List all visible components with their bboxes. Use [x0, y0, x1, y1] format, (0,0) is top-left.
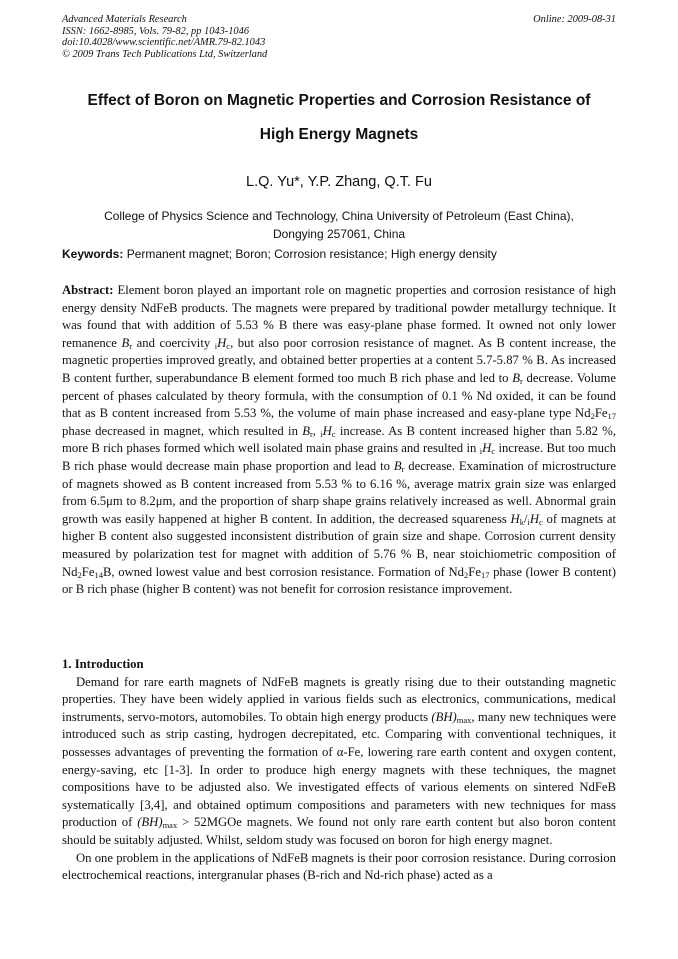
keywords-label: Keywords: [62, 247, 124, 261]
online-date: Online: 2009-08-31 [533, 14, 616, 25]
paper-title-line-2: High Energy Magnets [259, 126, 419, 143]
journal-header [62, 14, 267, 60]
issn-line: ISSN: 1662-8985, Vols. 79-82, pp 1043-1046 [62, 25, 250, 37]
abstract: Abstract: Element boron played an important role on magnetic properties and corrosion resistance of high energy density NdFeB products. The magnets were prepared by traditional powder metallurgy technique. It was found that with addition of 5.53 % B there was easy-plane phase formed. It owned not only lower remanence $B_r$ and coercivity $_iH_c$, but also poor corrosion resistance of magnet. As B content increase, the magnetic properties improved greatly, and obtained better properties at a content 5.7-5.87 % B. As increased B content further, superabundance B element formed too much B rich phase and led to $B_r$ decrease. Volume percent of phases calculated by theory formula, with the consumption of 0.1 % Nd oxided, it can be found that as B content increased from 5.53 %, the volume of main phase increased and easy-plane type $Nd_2Fe_{17}$ phase decreased in magnet, which resulted in $B_r$, $_iH_c$ increase. As B content increased higher than 5.82 %, more B rich phases formed which well isolated main phase grains and resulted in $_iH_c$ increase. But too much B rich phase would decrease main phase proportion and lead to $B_r$ decrease. Examination of microstructure of magnets showed as B content increased from 5.53 % to 6.16 %, average matrix grain size was enlarged from 6.5μm to 8.2μm, and the proportion of sharp shape grains relatively increased as well. Abnormal grain growth was easily happened at higher B content. In addition, the decreased squareness $H_k/_iH_c$ of magnets at higher B content also suggested inconsistent distribution of grain size and shape. Corrosion current density measured by polarization test for magnet with addition of 5.76 % B, near stoichiometric composition of $Nd_2Fe_{14}B$, owned lowest value and best corrosion resistance. Formation of $Nd_2Fe_{17}$ phase (lower B content) or B rich phase (higher B content) was not benefit for corrosion resistance improvement. [62, 283, 617, 597]
intro-paragraph-1: Demand for rare earth magnets of NdFeB magnets is greatly rising due to their outstanding magnetic properties. They have been widely applied in various fields such as electronics, communications, medical instruments, servo-motors, automobiles. To obtain high energy products $(BH)_{max}$, many new techniques were introduced such as strip casting, hydrogen decrepitated, etc. Comparing with conventional techniques, it possesses advantages of preventing the formation of α-Fe, lowering rare earth content and oxygen content, energy-saving, etc [1-3]. In order to produce high energy magnets with these techniques, the magnet compositions have to be adjusted also. We investigated effects of various elements on sintered NdFeB systematically [3,4], and obtained optimum compositions and parameters with new techniques for mass production of $(BH)_{max}$ > 52MGOe magnets. We found not only rare earth content but also boron content should be suitably adjusted. Whilst, seldom study was focused on boron for high energy magnet. [62, 674, 616, 847]
copyright-line: © 2009 Trans Tech Publications Ltd, Switzerland [62, 48, 268, 60]
section-heading: 1. Introduction [62, 657, 144, 671]
keywords-text: Permanent magnet; Boron; Corrosion resistance; High energy density [126, 247, 497, 261]
abstract-label: Abstract: [62, 283, 114, 297]
paper-title-line-1: Effect of Boron on Magnetic Properties and Corrosion Resistance of [87, 92, 591, 109]
keywords [62, 246, 616, 262]
journal-name: Advanced Materials Research [62, 14, 187, 25]
affiliation-line-1: College of Physics Science and Technology, China University of Petroleum (East China), [104, 209, 574, 223]
doi-line: doi:10.4028/www.scientific.net/AMR.79-82.1043 [62, 37, 266, 49]
intro-paragraph-2: On one problem in the applications of NdFeB magnets is their poor corrosion resistance. During corrosion electrochemical reactions, intergranular phases (B-rich and Nd-rich phase) acted as a [62, 850, 616, 883]
affiliation-line-2: Dongying 257061, China [272, 227, 406, 241]
authors: L.Q. Yu*, Y.P. Zhang, Q.T. Fu [246, 174, 432, 190]
introduction-section [62, 656, 616, 885]
